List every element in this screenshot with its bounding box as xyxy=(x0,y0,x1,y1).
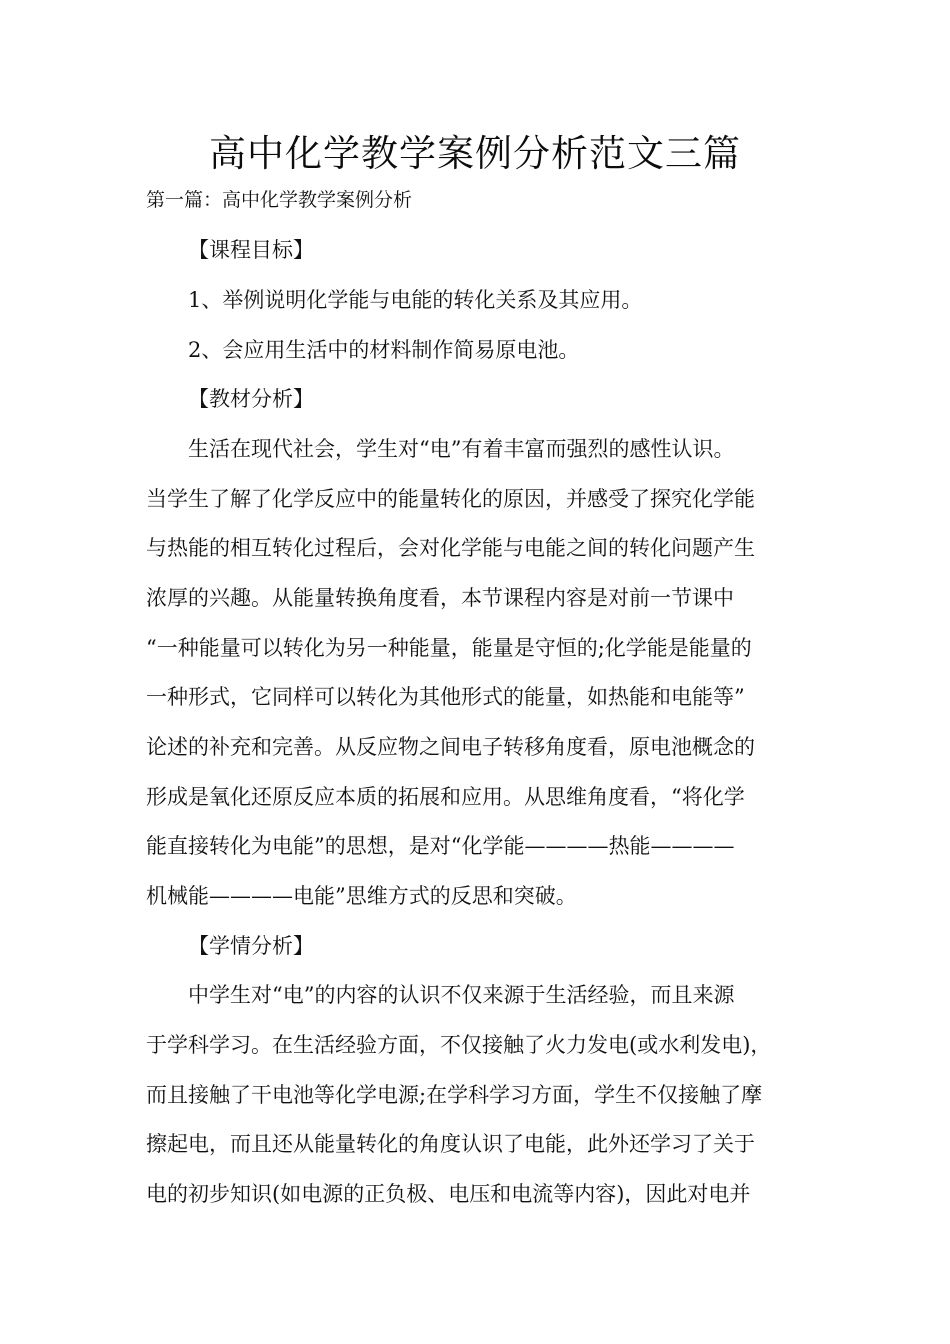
student-analysis-line: 于学科学习。在生活经验方面，不仅接触了火力发电(或水利发电)， xyxy=(146,1033,772,1057)
textbook-line: 浓厚的兴趣。从能量转换角度看，本节课程内容是对前一节课中 xyxy=(146,586,734,610)
textbook-heading: 【教材分析】 xyxy=(188,387,314,411)
textbook-line: 一种形式，它同样可以转化为其他形式的能量，如热能和电能等” xyxy=(146,685,745,709)
course-goal-item: 1、举例说明化学能与电能的转化关系及其应用。 xyxy=(188,288,643,312)
document-title: 高中化学教学案例分析范文三篇 xyxy=(209,132,741,175)
student-analysis-heading: 【学情分析】 xyxy=(188,934,314,958)
textbook-line: 机械能————电能”思维方式的反思和突破。 xyxy=(146,884,577,908)
textbook-line: 形成是氧化还原反应本质的拓展和应用。从思维角度看，“将化学 xyxy=(146,785,745,809)
textbook-line: 能直接转化为电能”的思想，是对“化学能————热能———— xyxy=(146,834,735,858)
student-analysis-line: 擦起电，而且还从能量转化的角度认识了电能，此外还学习了关于 xyxy=(146,1132,755,1156)
student-analysis-line: 中学生对“电”的内容的认识不仅来源于生活经验，而且来源 xyxy=(188,983,735,1007)
student-analysis-line: 而且接触了干电池等化学电源;在学科学习方面，学生不仅接触了摩 xyxy=(146,1083,763,1107)
textbook-line: 生活在现代社会，学生对“电”有着丰富而强烈的感性认识。 xyxy=(188,437,735,461)
textbook-line: 与热能的相互转化过程后，会对化学能与电能之间的转化问题产生 xyxy=(146,536,755,560)
textbook-line: 当学生了解了化学反应中的能量转化的原因，并感受了探究化学能 xyxy=(146,487,755,511)
textbook-line: “一种能量可以转化为另一种能量，能量是守恒的;化学能是能量的 xyxy=(146,636,752,660)
textbook-line: 论述的补充和完善。从反应物之间电子转移角度看，原电池概念的 xyxy=(146,735,755,759)
section-heading: 第一篇：高中化学教学案例分析 xyxy=(146,189,413,211)
student-analysis-line: 电的初步知识(如电源的正负极、电压和电流等内容)，因此对电并 xyxy=(146,1182,751,1206)
course-goals-heading: 【课程目标】 xyxy=(188,238,314,262)
course-goal-item: 2、会应用生活中的材料制作简易原电池。 xyxy=(188,338,580,362)
